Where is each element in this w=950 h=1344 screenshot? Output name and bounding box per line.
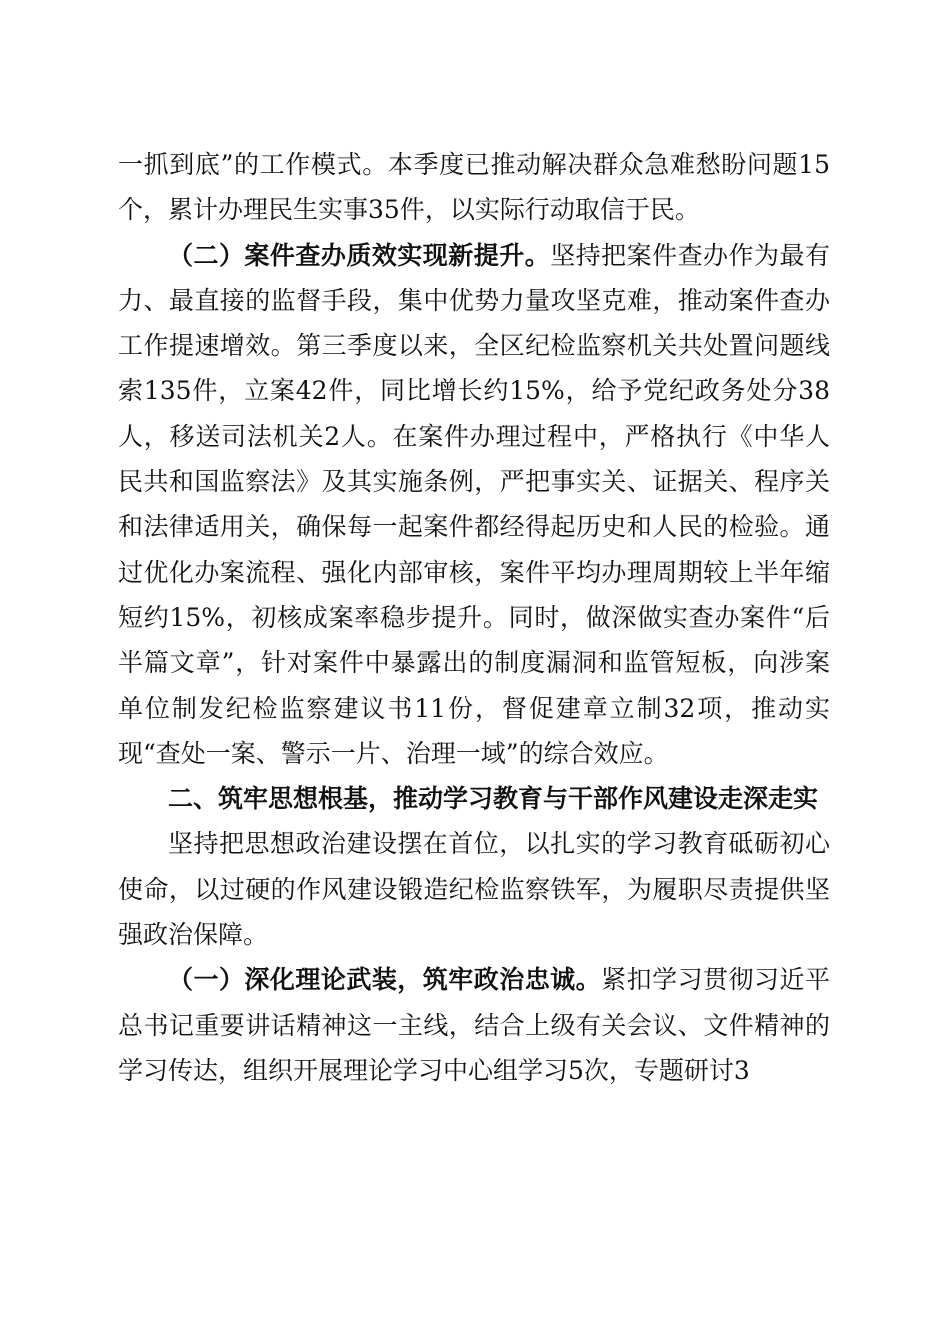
paragraph-text: 紧扣学习贯彻习近平总书记重要讲话精神这一主线，结合上级有关会议、文件精神的学习传达，组织开展理论学习中心组学习5次，专题研讨3 bbox=[118, 965, 830, 1085]
section-heading: 二、筑牢思想根基，推动学习教育与干部作风建设走深走实 bbox=[168, 784, 819, 814]
paragraph-text: 坚持把思想政治建设摆在首位，以扎实的学习教育砥砺初心使命，以过硬的作风建设锻造纪检监察铁军，为履职尽责提供坚强政治保障。 bbox=[118, 829, 830, 950]
paragraph-section-intro bbox=[118, 821, 830, 957]
paragraph-text: 坚持把案件查办作为最有力、最直接的监督手段，集中优势力量攻坚克难，推动案件查办工作提速增效。第三季度以来，全区纪检监察机关共处置问题线索135件，立案42件，同比增长约15%，给予党纪政务处分38人，移送司法机关2人。在案件办理过程中，严格执行《中华人民共和国监察法》及其实施条例，严把事实关、证据关、程序关和法律适用关，确保每一起案件都经得起历史和人民的检验。通过优化办案流程、强化内部审核，案件平均办理周期较上半年缩短约15%，初核成案率稳步提升。同时，做深做实查办案件“后半篇文章”，针对案件中暴露出的制度漏洞和监管短板，向涉案单位制发纪检监察建议书11份，督促建章立制32项，推动实现“查处一案、警示一片、治理一域”的综合效应。 bbox=[118, 240, 830, 768]
document-page bbox=[118, 142, 830, 1093]
paragraph-continuation bbox=[118, 142, 830, 233]
paragraph-lead-title: （二）案件查办质效实现新提升。 bbox=[168, 240, 551, 270]
paragraph-lead-title: （一）深化理论武装，筑牢政治忠诚。 bbox=[168, 965, 602, 995]
paragraph-text: 一抓到底”的工作模式。本季度已推动解决群众急难愁盼问题15个，累计办理民生实事35件，以实际行动取信于民。 bbox=[118, 150, 830, 225]
paragraph-case-handling bbox=[118, 233, 830, 777]
paragraph-theory-study bbox=[118, 957, 830, 1093]
